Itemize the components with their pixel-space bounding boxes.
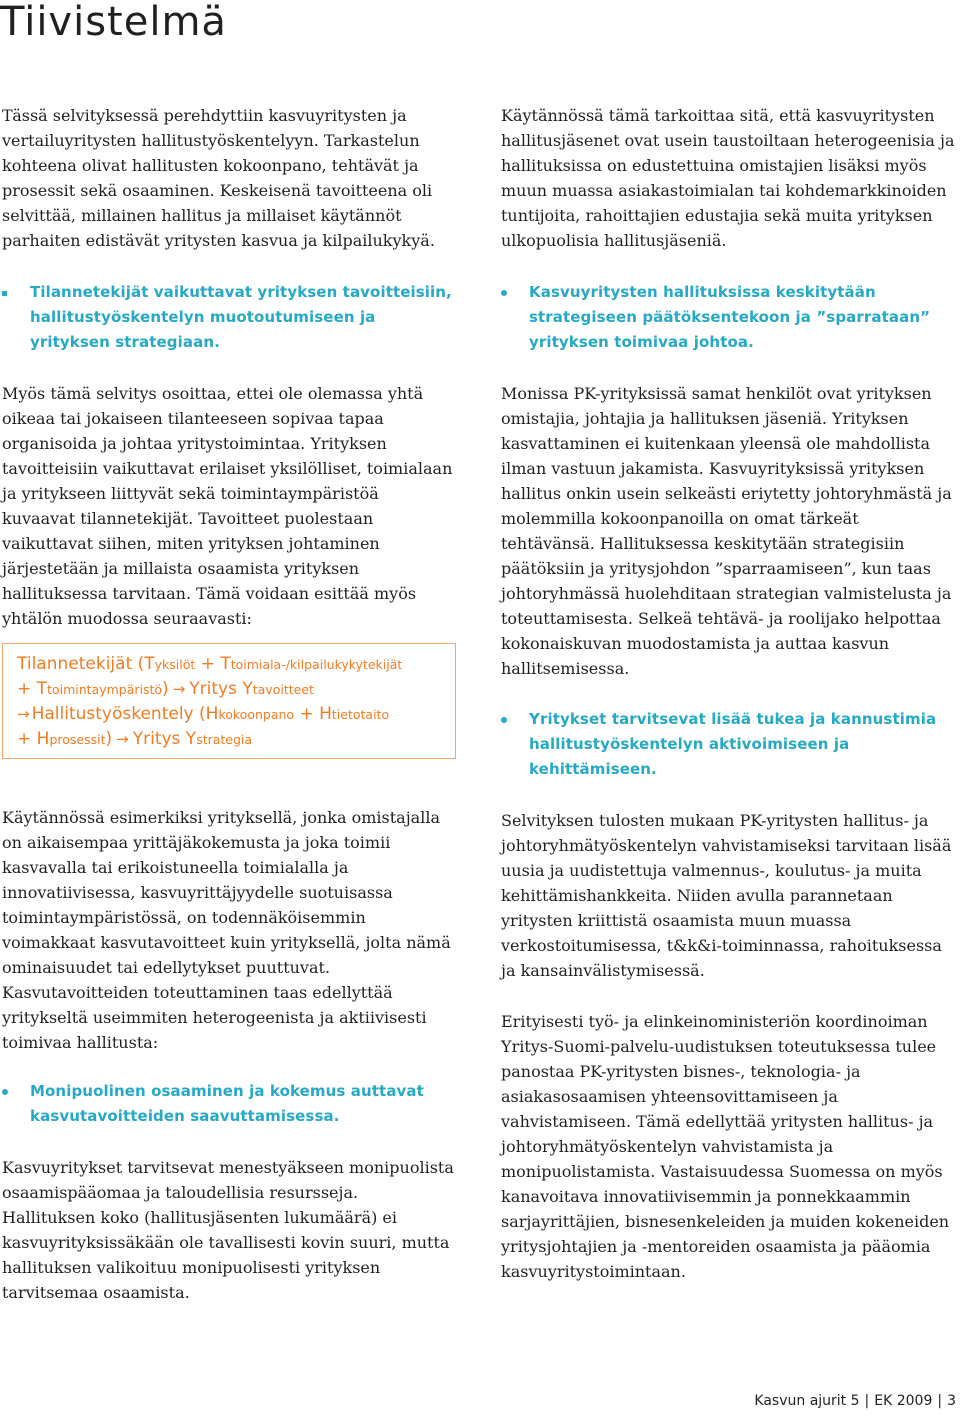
footer-org: EK 2009 [874,1393,933,1409]
page-number: 3 [947,1393,956,1409]
footer-separator: | [864,1393,870,1409]
left-paragraph-1: Tässä selvityksessä perehdyttiin kasvuyritysten ja vertailuyritysten hallitustyöskentelyyn. Tarkastelun kohteena olivat hallitusten kokoonpano, tehtävät ja prosessit sekä osaaminen. Keskeisenä tavoitteena oli selvittää, millainen hallitus ja millaiset käytännöt parhaiten edistävät yritysten kasvua ja kilpailukykyä. [2,106,435,250]
left-paragraph-4: Kasvuyritykset tarvitsevat menestyäkseen monipuolista osaamispääomaa ja taloudellisia resursseja. Hallituksen koko (hallitusjäsenten lukumäärä) ei kasvuyrityksissäkään ole tavallisesti kovin suuri, mutta hallituksen valikoituu monipuolisesti yrityksen tarvitsemaa osaamista. [2,1158,454,1302]
formula-box [2,643,456,759]
right-paragraph-2: Monissa PK-yrityksissä samat henkilöt ovat yrityksen omistajia, johtajia ja hallituksen jäseniä. Yrityksen kasvattaminen ei kuitenkaan yleensä ole mahdollista ilman vastuun jakamista. Kasvuyrityksissä yrityksen hallitus onkin usein selkeästi eriytetty johtoryhmästä ja molemmilla kokoonpanoilla on omat tärkeät tehtävänsä. Hallituksessa keskitytään strategisiin päätöksiin ja yritysjohdon ”sparraamiseen”, kun taas johtoryhmässä huolehditaan strategian valmistelusta ja toteuttamisesta. Selkeä tehtävä- ja roolijako helpottaa kokonaiskuvan muodostamista ja auttaa kasvun hallitsemisessa. [501,384,952,678]
formula-line-1 [17,652,447,677]
left-column-lower [2,805,456,1305]
formula-term: Yritys Y [132,729,197,749]
right-highlight-2-text: Yritykset tarvitsevat lisää tukea ja kannustimia hallitustyöskentelyn aktivoimiseen ja kehittämiseen. [529,710,937,778]
formula-term: + H [294,704,332,724]
formula-term: + H [17,729,50,749]
right-paragraph-1: Käytännössä tämä tarkoittaa sitä, että kasvuyritysten hallitusjäsenet ovat usein taustoiltaan heterogeenisia ja hallituksissa on edustettuina omistajien lisäksi myös muun muassa asiakastoimialan tai kohdemarkkinoiden tuntijoita, rahoittajien edustajia sekä muita yrityksen ulkopuolisia hallitusjäseniä. [501,106,955,250]
page-title: Tiivistelmä [0,0,227,45]
right-paragraph-3: Selvityksen tulosten mukaan PK-yritysten hallitus- ja johtoryhmätyöskentelyn vahvistamiseksi tarvitaan lisää uusia ja uudistettuja valmennus-, koulutus- ja muita kehittämishankkeita. Niiden avulla parannetaan yritysten kriittistä osaamista muun muassa verkostoitumisessa, t&k&i-toiminnassa, rahoituksessa ja kansainvälistymisessä. [501,811,952,980]
formula-subscript: toimiala-/kilpailukykytekijät [230,657,403,672]
page-footer [754,1393,956,1409]
right-highlight-1-text: Kasvuyritysten hallituksissa keskitytään strategiseen päätöksentekoon ja ”sparrataan” yrityksen toimivaa johtoa. [529,283,931,351]
left-column [2,103,456,631]
round-bullet-icon [501,290,507,296]
right-paragraph-4: Erityisesti työ- ja elinkeinoministeriön koordinoiman Yritys-Suomi-palvelu-uudistuksen toteutuksessa tulee panostaa PK-yritysten bisnes-, teknologia- ja asiakasosaamisen yhteensovittamiseen ja vahvistamiseen. Tämä edellyttää yritysten hallitus- ja johtoryhmätyöskentelyn vahvistamista ja monipuolistamista. Vastaisuudessa Suomessa on myös kanavoitava innovatiivisemmin ja ponnekkaammin sarjayrittäjien, bisnesenkeleiden ja muiden kokeneiden yritysjohtajien ja -mentoreiden osaamista ja pääomia kasvuyritystoimintaan. [501,1012,950,1281]
left-paragraph-3: Käytännössä esimerkiksi yrityksellä, jonka omistajalla on aikaisempaa yrittäjäkokemusta ja joka toimii kasvavalla tai erikoistuneella toimialalla ja innovatiivisessa, kasvuyrittäjyydelle suotuisassa toimintaympäristössä, on todennäköisemmin voimakkaat kasvutavoitteet kuin yrityksellä, jolta nämä ominaisuudet tai edellytykset puuttuvat. Kasvutavoitteiden toteuttaminen taas edellyttää yritykseltä useimmiten heterogeenista ja aktiivisesti toimivaa hallitusta: [2,808,451,1052]
formula-subscript: strategia [196,732,253,747]
left-highlight-2-text: Monipuolinen osaaminen ja kokemus auttavat kasvutavoitteiden saavuttamisessa. [30,1082,424,1125]
square-bullet-icon [2,291,7,296]
left-paragraph-2: Myös tämä selvitys osoittaa, ettei ole olemassa yhtä oikeaa tai jokaiseen tilanteeseen sopivaa tapaa organisoida ja johtaa yritystoimintaa. Yrityksen tavoitteisiin vaikuttavat erilaiset yksilölliset, toimialaan ja yritykseen liittyvät sekä toimintaympäristöä kuvaavat tilannetekijät. Tavoitteet puolestaan vaikuttavat siihen, miten yrityksen johtaminen järjestetään ja millaista osaamista yrityksen hallituksessa tarvitaan. Tämä voidaan esittää myös yhtälön muodossa seuraavasti: [2,384,453,628]
left-highlight-2 [2,1079,456,1129]
footer-publication: Kasvun ajurit 5 [754,1393,860,1409]
formula-line-3 [17,702,447,727]
formula-subscript: yksilöt [154,657,196,672]
formula-subscript: toimintaympäristö [47,682,163,697]
right-column [501,103,955,1284]
left-highlight-1 [2,280,456,355]
formula-line-4 [17,727,447,752]
formula-term: + T [17,679,48,699]
formula-term: Tilannetekijät (T [17,654,155,674]
formula-term: Yritys Y [189,679,253,699]
formula-term: + T [195,654,231,674]
formula-subscript: tietotaito [331,707,390,722]
right-highlight-2 [501,707,955,782]
formula-term: ) [105,729,113,749]
formula-subscript: tavoitteet [252,682,314,697]
left-highlight-1-text: Tilannetekijät vaikuttavat yrityksen tavoitteisiin, hallitustyöskentelyn muotoutumiseen ja yrityksen strategiaan. [30,283,452,351]
formula-subscript: prosessit [49,732,106,747]
formula-term: Hallitustyöskentely (H [31,704,219,724]
round-bullet-icon [501,717,507,723]
arrow-icon: → [116,730,129,748]
right-highlight-1 [501,280,955,355]
formula-subscript: kokoonpano [218,707,295,722]
round-bullet-icon [2,1089,8,1095]
formula-term: ) [162,679,169,699]
footer-separator: | [937,1393,943,1409]
arrow-icon: → [17,705,30,723]
arrow-icon: → [172,680,186,698]
formula-line-2 [17,677,447,702]
